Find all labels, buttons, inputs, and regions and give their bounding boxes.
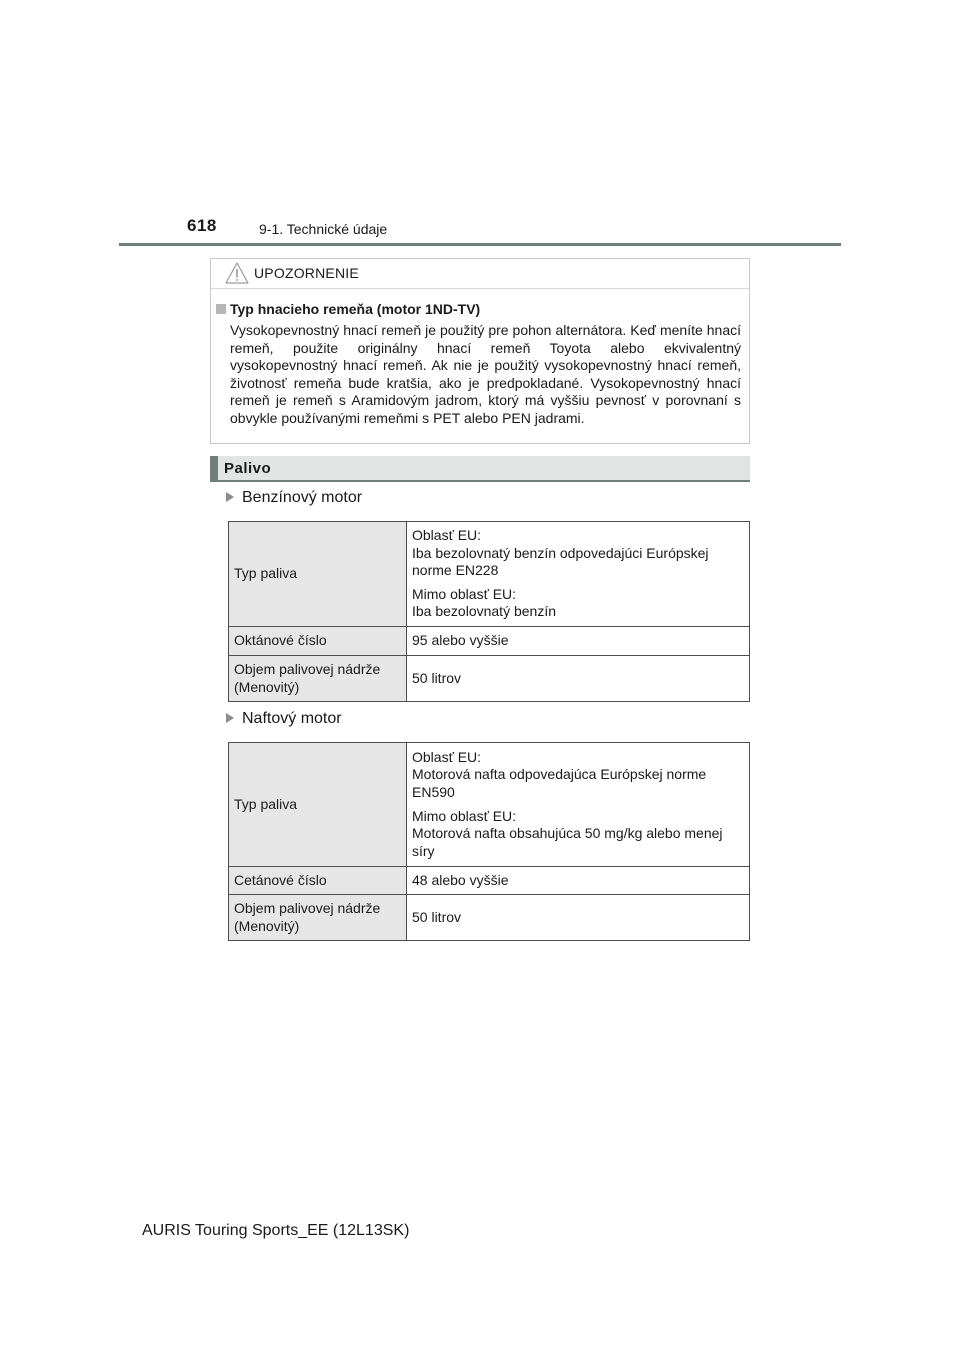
row-label: Typ paliva — [229, 522, 407, 627]
row-value — [407, 743, 750, 867]
row-label: Objem palivovej nádrže (Menovitý) — [229, 895, 407, 941]
row-label: Typ paliva — [229, 743, 407, 867]
table-row — [229, 522, 750, 627]
petrol-spec-table — [228, 521, 750, 702]
arrow-right-icon — [226, 713, 234, 723]
value-paragraph: Mimo oblasť EU: Iba bezolovnatý benzín — [412, 585, 556, 620]
table-row — [229, 895, 750, 941]
fuel-section-accent — [210, 456, 218, 480]
warning-body: Vysokopevnostný hnací remeň je použitý pre pohon alternátora. Keď meníte hnací remeň, použite originálny hnací remeň Toyota alebo ekvivalentný vysokopevnostný hnací remeň. Ak nie je použitý vysokopevnostný hnací remeň, životnosť remeňa bude kratšia, ako je predpokladané. Vysokopevnostný hnací remeň je remeň s Aramidovým jadrom, ktorý má vyššiu pevnosť v porovnaní s obvykle používanými remeňmi s PET alebo PEN jadrami. — [230, 322, 741, 426]
petrol-heading — [226, 489, 362, 507]
footer-text: AURIS Touring Sports_EE (12L13SK) — [142, 1222, 410, 1239]
row-label: Objem palivovej nádrže (Menovitý) — [229, 656, 407, 702]
arrow-right-icon — [226, 492, 234, 502]
row-value: 50 litrov — [407, 656, 750, 702]
warning-header — [211, 259, 749, 289]
section-header: 9-1. Technické údaje — [259, 221, 388, 237]
fuel-section-title: Palivo — [224, 460, 272, 477]
header-rule — [119, 243, 841, 246]
value-paragraph: Oblasť EU: Iba bezolovnatý benzín odpovedajúci Európskej norme EN228 — [412, 527, 709, 579]
warning-item-title-text: Typ hnacieho remeňa (motor 1ND-TV) — [230, 301, 481, 317]
row-value — [407, 522, 750, 627]
diesel-spec-table — [228, 742, 750, 941]
row-label: Cetánové číslo — [229, 867, 407, 895]
row-value: 95 alebo vyššie — [407, 627, 750, 656]
diesel-heading — [226, 710, 342, 728]
petrol-heading-text: Benzínový motor — [242, 489, 363, 506]
value-paragraph: Oblasť EU: Motorová nafta odpovedajúca Európskej norme EN590 — [412, 748, 707, 800]
warning-box — [210, 258, 750, 444]
table-row — [229, 627, 750, 656]
table-row — [229, 656, 750, 702]
page-number: 618 — [187, 216, 217, 235]
table-row — [229, 867, 750, 895]
row-label: Oktánové číslo — [229, 627, 407, 656]
warning-triangle-icon — [225, 262, 249, 284]
row-value: 48 alebo vyššie — [407, 867, 750, 895]
square-bullet-icon — [216, 304, 226, 314]
table-row — [229, 743, 750, 867]
warning-title: UPOZORNENIE — [254, 265, 359, 281]
fuel-section-bar — [210, 456, 750, 482]
diesel-heading-text: Naftový motor — [242, 710, 342, 727]
warning-item-title — [216, 301, 480, 317]
row-value: 50 litrov — [407, 895, 750, 941]
value-paragraph: Mimo oblasť EU: Motorová nafta obsahujúca 50 mg/kg alebo menej síry — [412, 807, 723, 859]
